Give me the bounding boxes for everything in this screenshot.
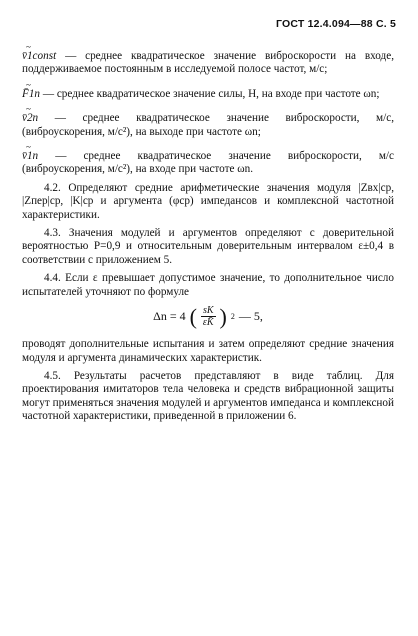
formula-delta-n [22, 305, 394, 328]
formula-exponent: 2 [230, 311, 235, 321]
formula-denominator: εK̄ [202, 317, 214, 329]
formula-numerator: sK [202, 305, 214, 317]
paragraph-4-3: 4.3. Значения модулей и аргументов определяют с доверительной вероятностью P=0,9 и относительным доверительным интервалом ε±0,4 в соответствии с приложением 5. [22, 227, 394, 266]
formula-fraction [201, 305, 216, 328]
definition-v2n [22, 106, 394, 139]
definition-v1n [22, 144, 394, 177]
definition-v1const [22, 44, 394, 77]
definition-text: — среднее квадратическое значение виброскорости, м/с, (виброускорения, м/с²), на выходе при частоте ωn; [22, 112, 395, 138]
formula-lhs: Δn = 4 [153, 308, 186, 323]
paragraph-after-formula: проводят дополнительные испытания и затем определяют средние значения модуля и аргумента динамических характеристик. [22, 338, 394, 364]
definition-f1n [22, 79, 394, 101]
definition-text: — среднее квадратическое значение виброскорости на входе, поддерживаемое постоянным в исследуемой полосе частот, м/с; [22, 50, 394, 76]
definition-symbol: v̄1const [22, 50, 57, 62]
paragraph-4-2: 4.2. Определяют средние арифметические значения модуля |Zвх|ср, |Zпер|ср, |K|ср и аргумента (φср) импедансов и комплексной частотной характеристики. [22, 181, 394, 221]
definition-symbol: F̄1n [22, 87, 41, 100]
formula-paren-open: ( [189, 303, 197, 329]
definition-text: — среднее квадратическое значение силы, Н, на входе при частоте ωn; [42, 87, 380, 100]
formula-tail: — 5, [238, 308, 263, 323]
document-body [22, 44, 394, 429]
definition-symbol: v̄1n [22, 150, 39, 163]
tilde-mark: ~ [26, 79, 31, 90]
tilde-mark: ~ [26, 142, 31, 153]
definition-text: — среднее квадратическое значение виброскорости, м/с (виброускорения, м/с²), на входе при частоте ωn. [22, 150, 395, 176]
tilde-mark: ~ [26, 42, 31, 52]
tilde-mark: ~ [26, 104, 31, 115]
paragraph-4-4: 4.4. Если ε превышает допустимое значение, то дополнительное число испытателей уточняют по формуле [22, 272, 394, 298]
paragraph-4-5: 4.5. Результаты расчетов представляют в виде таблиц. Для проектирования имитаторов тела человека и средств вибрационной защиты могут применяться значения модулей и аргументов импеданса и комплексной частотной характеристики, приведенной в приложении 6. [22, 369, 394, 423]
page-header: ГОСТ 12.4.094—88 С. 5 [275, 18, 396, 30]
definition-symbol: v̄2n [22, 112, 39, 125]
formula-paren-close: ) [219, 303, 227, 329]
